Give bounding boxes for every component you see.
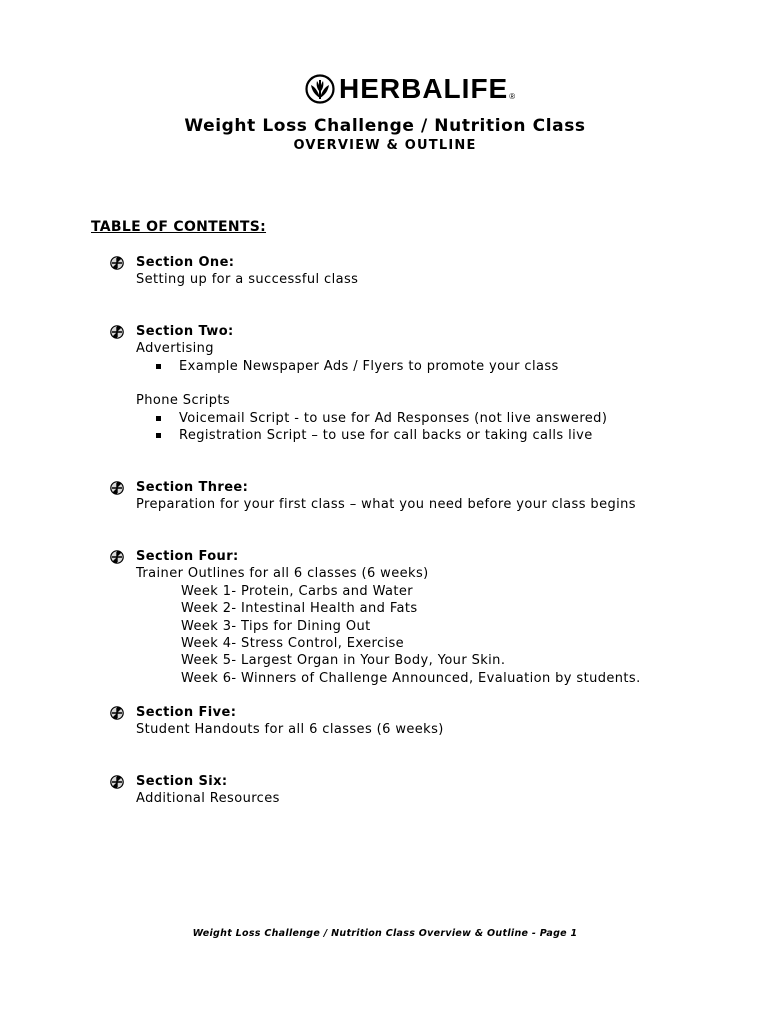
section-four <box>110 548 641 687</box>
section-text: Trainer Outlines for all 6 classes (6 weeks) <box>136 566 429 582</box>
section-text: Advertising <box>136 341 214 357</box>
section-heading: Section Six: <box>136 774 228 789</box>
list-item <box>156 410 607 427</box>
section-bullet-icon <box>110 256 124 270</box>
toc-heading: TABLE OF CONTENTS: <box>91 219 267 235</box>
section-text: Additional Resources <box>136 791 280 807</box>
week-item: Week 6- Winners of Challenge Announced, Evaluation by students. <box>181 670 641 686</box>
logo-wordmark: HERBALIFE <box>339 73 509 104</box>
section-three <box>110 479 636 514</box>
section-two <box>110 323 607 444</box>
document-title: Weight Loss Challenge / Nutrition Class <box>184 116 586 136</box>
section-one <box>110 254 358 289</box>
section-bullet-icon <box>110 481 124 495</box>
section-five <box>110 704 444 739</box>
section-six <box>110 773 280 808</box>
week-item: Week 3- Tips for Dining Out <box>181 618 371 634</box>
page-footer: Weight Loss Challenge / Nutrition Class Overview & Outline - Page 1 <box>192 928 578 939</box>
section-bullet-icon <box>110 550 124 564</box>
list-item-text: Example Newspaper Ads / Flyers to promote your class <box>179 358 559 374</box>
square-bullet-icon <box>156 416 161 421</box>
square-bullet-icon <box>156 364 161 369</box>
week-item: Week 4- Stress Control, Exercise <box>181 636 405 652</box>
herbalife-logo <box>305 72 515 106</box>
section-heading: Section Three: <box>136 480 249 495</box>
list-item-text: Voicemail Script - to use for Ad Responses (not live answered) <box>179 410 608 426</box>
herbalife-leaf-icon <box>305 74 335 104</box>
document-subtitle: OVERVIEW & OUTLINE <box>293 138 477 153</box>
list-item <box>156 358 607 375</box>
square-bullet-icon <box>156 433 161 438</box>
section-heading: Section Two: <box>136 324 234 339</box>
section-text: Phone Scripts <box>136 393 231 409</box>
section-heading: Section Five: <box>136 705 237 720</box>
section-heading: Section Four: <box>136 549 239 564</box>
section-text: Student Handouts for all 6 classes (6 weeks) <box>136 722 444 738</box>
section-bullet-icon <box>110 325 124 339</box>
list-item <box>156 427 607 444</box>
section-text: Setting up for a successful class <box>136 272 359 288</box>
section-text: Preparation for your first class – what you need before your class begins <box>136 497 636 513</box>
section-bullet-icon <box>110 775 124 789</box>
registered-mark: ® <box>509 91 516 101</box>
week-item: Week 2- Intestinal Health and Fats <box>181 601 418 617</box>
week-item: Week 5- Largest Organ in Your Body, Your Skin. <box>181 653 506 669</box>
section-heading: Section One: <box>136 255 235 270</box>
list-item-text: Registration Script – to use for call backs or taking calls live <box>179 428 593 444</box>
week-item: Week 1- Protein, Carbs and Water <box>181 583 414 599</box>
section-bullet-icon <box>110 706 124 720</box>
